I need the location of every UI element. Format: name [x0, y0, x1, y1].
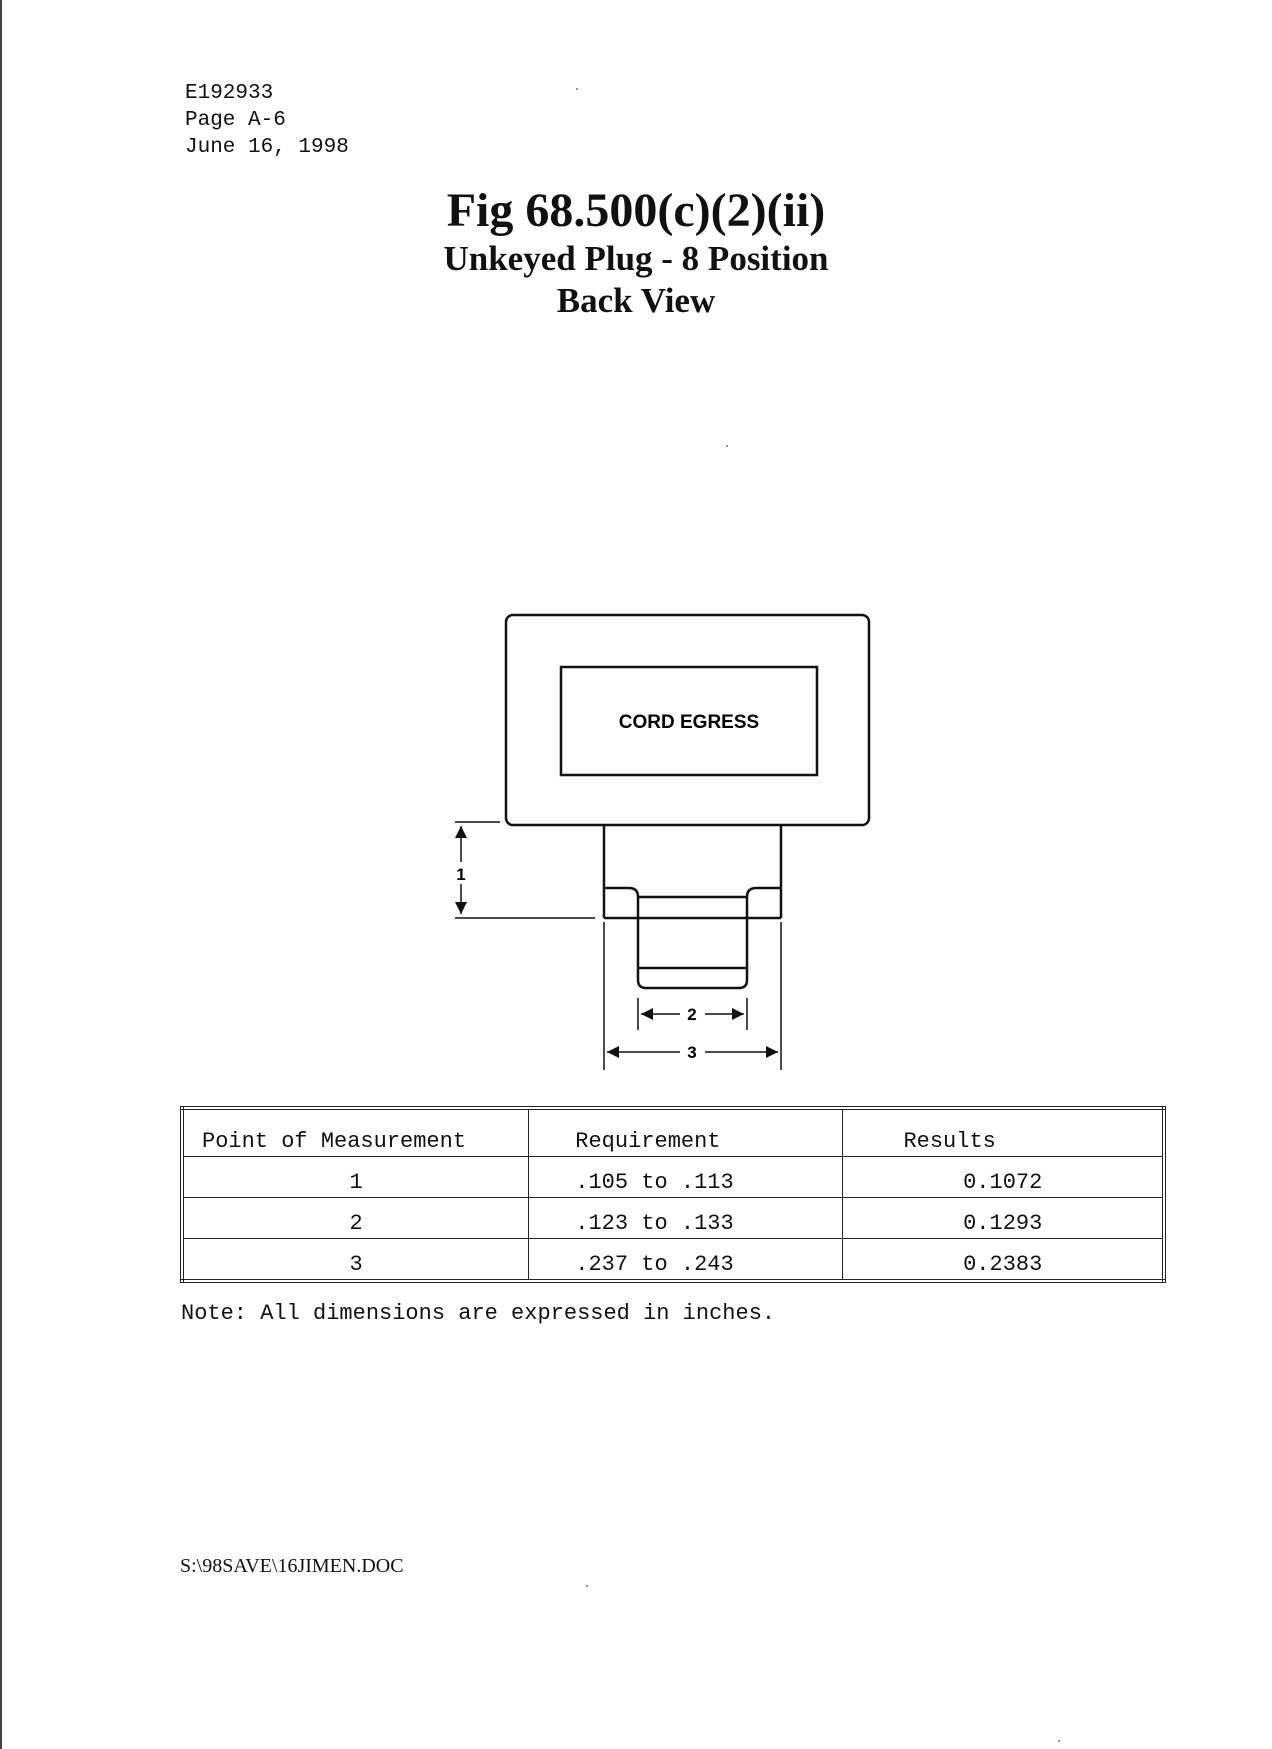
cord-egress-label: CORD EGRESS — [618, 712, 760, 733]
table-header-row — [182, 1108, 1164, 1157]
cell-result: 0.1072 — [843, 1157, 1164, 1198]
figure-title: Fig 68.500(c)(2)(ii) — [446, 184, 826, 237]
dim1-label: 1 — [456, 865, 466, 884]
dim2-label: 2 — [687, 1005, 697, 1024]
dim3-label: 3 — [687, 1043, 697, 1062]
cell-point: 1 — [182, 1157, 529, 1198]
scan-speck — [726, 445, 728, 447]
doc-number: E192933 — [185, 82, 274, 105]
cell-point: 2 — [182, 1198, 529, 1239]
footer-file-path: S:\98SAVE\16JIMEN.DOC — [180, 1555, 404, 1577]
cell-result: 0.1293 — [843, 1198, 1164, 1239]
figure-subtitle: Unkeyed Plug - 8 Position — [443, 239, 829, 278]
table-row — [182, 1198, 1164, 1239]
latch-tab-outline — [604, 825, 781, 918]
cell-point: 3 — [182, 1239, 529, 1282]
latch-step-outline — [604, 888, 781, 918]
page-left-edge — [0, 0, 2, 1749]
table-row — [182, 1157, 1164, 1198]
plug-back-view-drawing — [430, 600, 900, 1080]
figure-view: Back View — [556, 281, 716, 320]
doc-date: June 16, 1998 — [185, 136, 349, 159]
table-row — [182, 1239, 1164, 1282]
header-point-of-measurement: Point of Measurement — [182, 1108, 529, 1157]
dimensions-note: Note: All dimensions are expressed in inches. — [181, 1301, 776, 1326]
cell-result: 0.2383 — [843, 1239, 1164, 1282]
measurement-table — [180, 1106, 1166, 1283]
cell-requirement: .237 to .243 — [529, 1239, 843, 1282]
scan-speck — [1058, 1740, 1060, 1742]
document-header — [185, 80, 349, 161]
scan-speck — [586, 1585, 588, 1587]
scan-speck — [576, 88, 578, 90]
figure-title-block — [286, 184, 986, 322]
page-number: Page A-6 — [185, 109, 286, 132]
cell-requirement: .123 to .133 — [529, 1198, 843, 1239]
header-results: Results — [843, 1108, 1164, 1157]
header-requirement: Requirement — [529, 1108, 843, 1157]
latch-finger-outline — [638, 918, 747, 988]
cell-requirement: .105 to .113 — [529, 1157, 843, 1198]
